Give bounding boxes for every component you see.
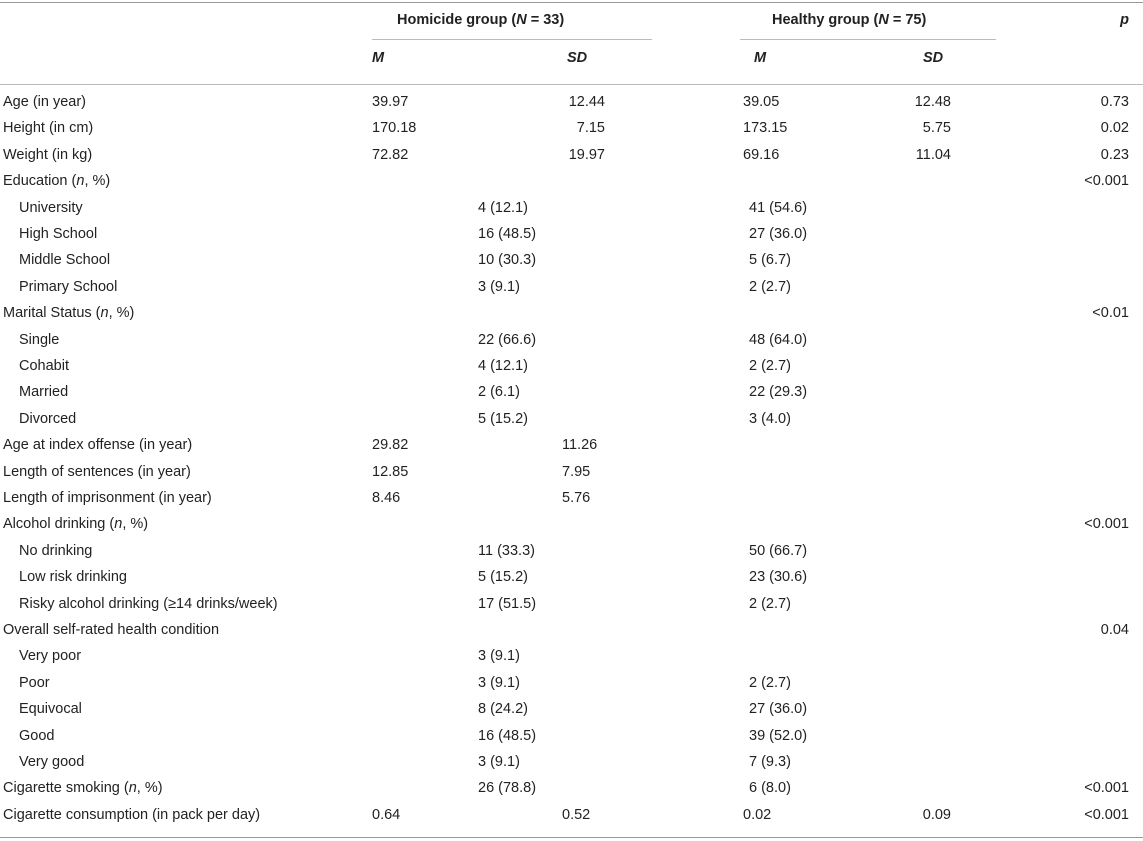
healthy-count-cell: 2 (2.7) xyxy=(749,674,791,691)
table-row xyxy=(0,115,1143,141)
homicide-count-cell: 3 (9.1) xyxy=(478,754,520,770)
homicide-count-cell: 5 (15.2) xyxy=(478,410,528,427)
healthy-count-cell: 22 (29.3) xyxy=(749,384,808,401)
table-row xyxy=(0,353,1143,379)
row-label: Middle School xyxy=(19,252,111,269)
homicide-sd-cell: 19.97 xyxy=(568,146,605,163)
table-row xyxy=(0,221,1143,247)
healthy-mean-cell: 69.16 xyxy=(743,146,780,163)
row-label: Good xyxy=(19,727,55,744)
table-top-rule xyxy=(0,2,1143,3)
homicide-count-cell: 16 (48.5) xyxy=(478,226,537,242)
homicide-count-cell: 2 (6.1) xyxy=(478,384,520,401)
homicide-group-header: Homicide group (N = 33) xyxy=(397,12,565,28)
homicide-mean-header: M xyxy=(372,50,385,66)
homicide-sd-cell: 12.44 xyxy=(568,94,605,110)
row-label: Length of imprisonment (in year) xyxy=(3,490,212,506)
p-value-cell: <0.01 xyxy=(1092,305,1129,322)
homicide-count-cell: 11 (33.3) xyxy=(478,542,535,559)
healthy-sd-cell: 0.09 xyxy=(922,806,951,823)
healthy-count-cell: 48 (64.0) xyxy=(749,331,808,348)
healthy-count-cell: 27 (36.0) xyxy=(749,226,808,242)
homicide-mean-cell: 0.64 xyxy=(372,806,401,823)
table-row xyxy=(0,300,1143,326)
homicide-mean-cell: 72.82 xyxy=(372,146,409,163)
table-row xyxy=(0,195,1143,221)
table-row xyxy=(0,406,1143,432)
homicide-count-cell: 4 (12.1) xyxy=(478,199,528,216)
row-label: Divorced xyxy=(19,410,77,427)
table-row xyxy=(0,379,1143,405)
row-label: Length of sentences (in year) xyxy=(3,463,191,480)
p-value-header: p xyxy=(1120,12,1129,28)
table-row xyxy=(0,142,1143,168)
row-label: Low risk drinking xyxy=(19,569,127,586)
table-row xyxy=(0,432,1143,458)
table-row xyxy=(0,485,1143,511)
table-row xyxy=(0,247,1143,273)
row-label: Height (in cm) xyxy=(3,120,94,137)
row-label: Poor xyxy=(19,674,50,691)
homicide-count-cell: 4 (12.1) xyxy=(478,358,528,374)
healthy-count-cell: 27 (36.0) xyxy=(749,701,808,718)
table-row xyxy=(0,274,1143,300)
homicide-group-rule xyxy=(372,39,652,40)
row-label: Education (n, %) xyxy=(3,173,111,190)
table-row xyxy=(0,327,1143,353)
row-label: High School xyxy=(19,226,98,242)
healthy-mean-cell: 173.15 xyxy=(743,120,788,137)
homicide-count-cell: 17 (51.5) xyxy=(478,595,537,612)
table-row xyxy=(0,591,1143,617)
healthy-count-cell: 7 (9.3) xyxy=(749,754,791,770)
healthy-group-header: Healthy group (N = 75) xyxy=(772,12,927,28)
p-value-cell: 0.23 xyxy=(1100,146,1129,163)
p-value-cell: 0.73 xyxy=(1100,94,1129,110)
header-bottom-rule xyxy=(0,84,1143,85)
homicide-sd-header: SD xyxy=(567,50,588,66)
table-row xyxy=(0,89,1143,115)
table-row xyxy=(0,168,1143,194)
row-label: Risky alcohol drinking (≥14 drinks/week) xyxy=(19,595,278,612)
p-value-cell: <0.001 xyxy=(1084,173,1129,190)
table-row xyxy=(0,459,1143,485)
healthy-mean-cell: 39.05 xyxy=(743,94,780,110)
row-label: Overall self-rated health condition xyxy=(3,622,220,638)
healthy-sd-header: SD xyxy=(923,50,944,66)
homicide-mean-cell: 12.85 xyxy=(372,463,409,480)
homicide-sd-cell: 5.76 xyxy=(562,490,591,506)
row-label: Cohabit xyxy=(19,358,69,374)
homicide-mean-cell: 170.18 xyxy=(372,120,417,137)
table-row xyxy=(0,538,1143,564)
row-label: Equivocal xyxy=(19,701,82,718)
homicide-count-cell: 16 (48.5) xyxy=(478,727,537,744)
homicide-count-cell: 26 (78.8) xyxy=(478,780,537,797)
homicide-sd-cell: 11.26 xyxy=(562,437,598,454)
table-row xyxy=(0,670,1143,696)
table-row xyxy=(0,617,1143,643)
row-label: Weight (in kg) xyxy=(3,146,93,163)
homicide-count-cell: 3 (9.1) xyxy=(478,648,520,665)
table-row xyxy=(0,511,1143,537)
p-value-cell: 0.02 xyxy=(1100,120,1129,137)
healthy-sd-cell: 12.48 xyxy=(914,94,951,110)
row-label: Age at index offense (in year) xyxy=(3,437,193,454)
healthy-count-cell: 23 (30.6) xyxy=(749,569,808,586)
p-value-cell: <0.001 xyxy=(1084,806,1129,823)
homicide-count-cell: 8 (24.2) xyxy=(478,701,528,718)
homicide-count-cell: 22 (66.6) xyxy=(478,331,537,348)
table-row xyxy=(0,564,1143,590)
healthy-mean-cell: 0.02 xyxy=(743,806,772,823)
row-label: Alcohol drinking (n, %) xyxy=(3,516,149,533)
healthy-sd-cell: 11.04 xyxy=(915,146,951,163)
table-row xyxy=(0,775,1143,801)
homicide-sd-cell: 7.15 xyxy=(576,120,605,137)
healthy-count-cell: 2 (2.7) xyxy=(749,358,791,374)
row-label: Cigarette consumption (in pack per day) xyxy=(3,806,261,823)
row-label: Cigarette smoking (n, %) xyxy=(3,780,163,797)
p-value-cell: 0.04 xyxy=(1100,622,1129,638)
healthy-count-cell: 5 (6.7) xyxy=(749,252,791,269)
row-label: Age (in year) xyxy=(3,94,87,110)
healthy-sd-cell: 5.75 xyxy=(922,120,951,137)
healthy-count-cell: 39 (52.0) xyxy=(749,727,808,744)
homicide-count-cell: 10 (30.3) xyxy=(478,252,537,269)
row-label: Very poor xyxy=(19,648,82,665)
row-label: Married xyxy=(19,384,69,401)
row-label: Marital Status (n, %) xyxy=(3,305,135,322)
healthy-group-rule xyxy=(740,39,996,40)
homicide-mean-cell: 29.82 xyxy=(372,437,409,454)
homicide-sd-cell: 7.95 xyxy=(562,463,591,480)
homicide-count-cell: 5 (15.2) xyxy=(478,569,528,586)
row-label: Very good xyxy=(19,754,85,770)
row-label: No drinking xyxy=(19,542,93,559)
healthy-count-cell: 2 (2.7) xyxy=(749,595,791,612)
row-label: Single xyxy=(19,331,60,348)
homicide-count-cell: 3 (9.1) xyxy=(478,278,520,295)
healthy-count-cell: 41 (54.6) xyxy=(749,199,808,216)
row-label: Primary School xyxy=(19,278,118,295)
homicide-count-cell: 3 (9.1) xyxy=(478,674,520,691)
healthy-count-cell: 6 (8.0) xyxy=(749,780,791,797)
healthy-count-cell: 3 (4.0) xyxy=(749,410,791,427)
row-label: University xyxy=(19,199,83,216)
table-row xyxy=(0,802,1143,828)
table-row xyxy=(0,723,1143,749)
p-value-cell: <0.001 xyxy=(1084,780,1129,797)
table-bottom-rule xyxy=(0,837,1143,838)
homicide-sd-cell: 0.52 xyxy=(562,806,591,823)
table-row xyxy=(0,696,1143,722)
homicide-mean-cell: 8.46 xyxy=(372,490,401,506)
table-row xyxy=(0,749,1143,775)
healthy-count-cell: 50 (66.7) xyxy=(749,542,808,559)
healthy-count-cell: 2 (2.7) xyxy=(749,278,791,295)
table-row xyxy=(0,643,1143,669)
p-value-cell: <0.001 xyxy=(1084,516,1129,533)
healthy-mean-header: M xyxy=(754,50,767,66)
homicide-mean-cell: 39.97 xyxy=(372,94,409,110)
